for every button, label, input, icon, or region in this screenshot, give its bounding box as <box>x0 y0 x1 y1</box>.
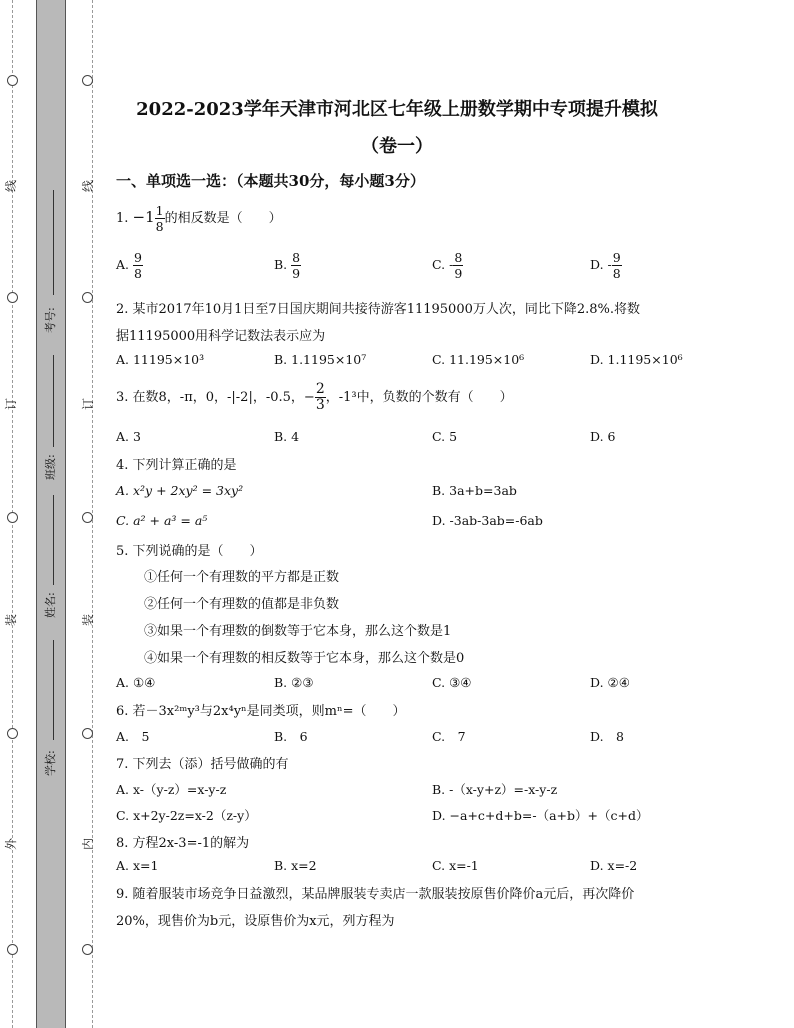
option-fraction <box>612 250 622 281</box>
q4-option-c[interactable]: C. a² + a³ = a⁵ <box>116 513 208 528</box>
q5-option-a[interactable]: A. ①④ <box>116 675 156 690</box>
q4-option-d[interactable]: D. -3ab-3ab=-6ab <box>432 513 543 528</box>
q8-option-b[interactable]: B. x=2 <box>274 858 317 873</box>
frac-num: 8 <box>292 250 301 265</box>
binding-hole <box>7 75 18 86</box>
q5-statement-2: ②任何一个有理数的值都是非负数 <box>144 597 340 612</box>
q3-option-a[interactable]: A. 3 <box>116 429 141 444</box>
q6-option-a[interactable]: A. 5 <box>116 729 150 744</box>
option-label: D. <box>590 257 604 272</box>
option-sign: - <box>449 257 454 272</box>
q2-option-d[interactable]: D. 1.1195×10⁶ <box>590 352 683 367</box>
q3-frac-num: 2 <box>315 381 325 397</box>
field-line <box>53 495 54 585</box>
binding-hole <box>82 292 93 303</box>
q8-option-d[interactable]: D. x=-2 <box>590 858 638 873</box>
binding-hole <box>82 728 93 739</box>
q1-option-c[interactable] <box>432 250 463 281</box>
frac-num: 8 <box>454 250 463 265</box>
q6-option-d[interactable]: D. 8 <box>590 729 625 744</box>
q3-frac-den: 3 <box>315 397 325 413</box>
q5-statement-4: ④如果一个有理数的相反数等于它本身，那么这个数是0 <box>144 651 465 666</box>
q3-option-b[interactable]: B. 4 <box>274 429 300 444</box>
option-label: B. <box>274 257 288 272</box>
q5-option-d[interactable]: D. ②④ <box>590 675 630 690</box>
option-fraction <box>133 250 143 281</box>
q8-option-a[interactable]: A. x=1 <box>116 858 159 873</box>
field-exam-number: 考号: <box>44 307 57 333</box>
q1-option-b[interactable] <box>274 250 301 281</box>
frac-den: 8 <box>612 266 621 281</box>
q5-option-c[interactable]: C. ③④ <box>432 675 472 690</box>
q7-option-c[interactable]: C. x+2y-2z=x-2（z-y） <box>116 808 257 823</box>
question-6: 6. 若－3x²ᵐy³与2x⁴yⁿ是同类项，则mⁿ=（ ） <box>116 704 406 719</box>
field-line <box>53 355 54 447</box>
q3-fraction <box>315 382 326 413</box>
question-9-line1: 9. 随着服装市场竞争日益激烈，某品牌服装专卖店一款服装按原售价降价a元后，再次降价 <box>116 887 635 902</box>
question-3 <box>116 382 513 413</box>
field-line <box>53 640 54 740</box>
q7-option-d[interactable]: D. −a+c+d+b=-（a+b）+（c+d） <box>432 808 649 823</box>
frac-num: 9 <box>134 250 142 265</box>
field-school: 学校: <box>44 750 57 776</box>
q4-option-a[interactable]: A. x²y + 2xy² = 3xy² <box>116 483 244 498</box>
margin-char: 订 <box>81 397 96 411</box>
option-fraction <box>291 250 301 281</box>
field-class: 班级: <box>44 454 57 480</box>
margin-char: 内 <box>81 837 96 851</box>
q2-option-a[interactable]: A. 11195×10³ <box>116 352 205 367</box>
field-line <box>53 190 54 295</box>
q7-option-b[interactable]: B. -（x-y+z）=-x-y-z <box>432 782 558 797</box>
section-heading: 一、单项选一选：（本题共30分，每小题3分） <box>116 172 425 190</box>
q5-option-b[interactable]: B. ②③ <box>274 675 314 690</box>
binding-hole <box>82 944 93 955</box>
frac-den: 8 <box>134 266 142 281</box>
binding-hole <box>7 292 18 303</box>
q1-option-a[interactable] <box>116 250 143 281</box>
q8-option-c[interactable]: C. x=-1 <box>432 858 479 873</box>
page-subtitle: （卷一） <box>361 136 433 157</box>
option-sign: - <box>607 257 612 272</box>
binding-hole <box>7 944 18 955</box>
margin-char: 订 <box>4 397 19 411</box>
q3-stem-post: ，-1³中，负数的个数有（ ） <box>325 390 513 405</box>
question-1 <box>116 203 282 234</box>
margin-char: 外 <box>4 837 19 851</box>
q7-option-a[interactable]: A. x-（y-z）=x-y-z <box>116 782 227 797</box>
question-9-line2: 20%，现售价为b元，设原售价为x元，列方程为 <box>116 914 395 929</box>
margin-char: 线 <box>4 179 19 193</box>
frac-num: 9 <box>612 250 621 265</box>
margin-char: 装 <box>4 613 19 627</box>
q1-stem: 的相反数是（ ） <box>164 211 282 226</box>
binding-hole <box>7 728 18 739</box>
option-fraction <box>453 250 463 281</box>
frac-den: 9 <box>292 266 301 281</box>
binding-hole <box>82 512 93 523</box>
q2-option-c[interactable]: C. 11.195×10⁶ <box>432 352 525 367</box>
q4-option-b[interactable]: B. 3a+b=3ab <box>432 483 517 498</box>
option-label: A. <box>116 257 130 272</box>
q1-fraction <box>155 203 165 234</box>
question-2-line2: 据11195000用科学记数法表示应为 <box>116 329 326 344</box>
q3-stem-pre: 3. 在数8，-π，0，-|-2|，-0.5， <box>116 390 304 405</box>
margin-char: 线 <box>81 179 96 193</box>
q1-number: 1. <box>116 211 129 226</box>
question-2-line1: 2. 某市2017年10月1日至7日国庆期间共接待游客11195000万人次，同比下降2.8%.将数 <box>116 302 641 317</box>
option-label: C. <box>432 257 446 272</box>
q5-statement-3: ③如果一个有理数的倒数等于它本身，那么这个数是1 <box>144 624 452 639</box>
q1-frac-num: 1 <box>155 203 164 218</box>
question-7: 7. 下列去（添）括号做确的有 <box>116 757 289 772</box>
binding-hole <box>7 512 18 523</box>
question-8: 8. 方程2x-3=-1的解为 <box>116 836 250 851</box>
q3-option-d[interactable]: D. 6 <box>590 429 616 444</box>
page-title: 2022-2023学年天津市河北区七年级上册数学期中专项提升模拟 <box>136 99 658 120</box>
q6-option-b[interactable]: B. 6 <box>274 729 308 744</box>
q3-frac-sign: − <box>303 390 315 405</box>
q3-option-c[interactable]: C. 5 <box>432 429 458 444</box>
q2-option-b[interactable]: B. 1.1195×10⁷ <box>274 352 367 367</box>
field-name: 姓名: <box>44 592 57 618</box>
question-4: 4. 下列计算正确的是 <box>116 458 237 473</box>
q6-option-c[interactable]: C. 7 <box>432 729 466 744</box>
q1-option-d[interactable] <box>590 250 622 281</box>
q1-integer: −1 <box>132 208 155 226</box>
q5-statement-1: ①任何一个有理数的平方都是正数 <box>144 570 340 585</box>
binding-hole <box>82 75 93 86</box>
frac-den: 9 <box>454 266 463 281</box>
margin-char: 装 <box>81 613 96 627</box>
question-5: 5. 下列说确的是（ ） <box>116 544 263 559</box>
q1-frac-den: 8 <box>155 219 164 234</box>
